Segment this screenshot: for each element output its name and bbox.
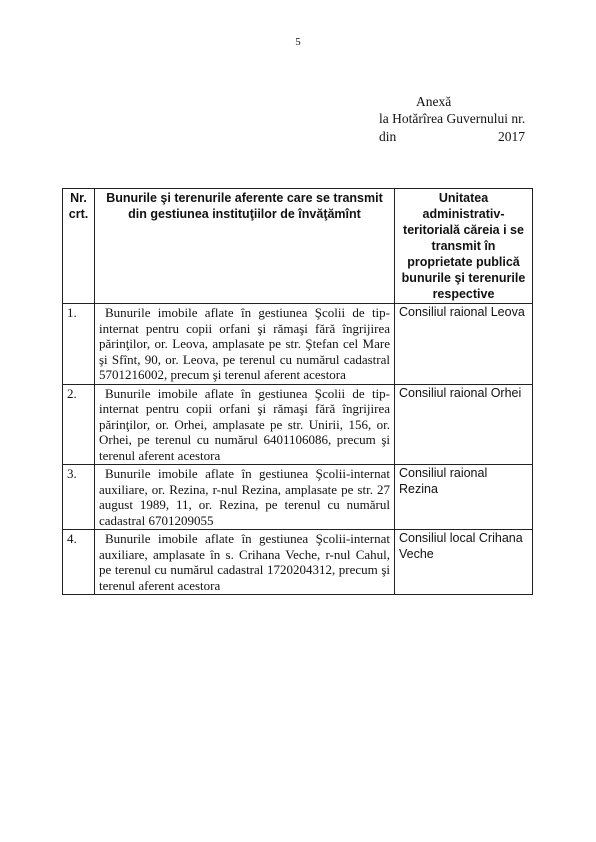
header-goods: Bunurile şi terenurile aferente care se transmit din gestiunea instituţiilor de învăţămînt xyxy=(95,189,395,304)
table-row xyxy=(63,530,533,595)
row-goods: Bunurile imobile aflate în gestiunea Şcolii de tip-internat pentru copii orfani şi rămaşi fără îngrijirea părinţilor, or. Orhei, amplasate pe str. Unirii, 156, or. Orhei, pe terenul cu numărul 6401106086, precum şi terenul aferent acestora xyxy=(95,384,395,465)
page-number: 5 xyxy=(295,36,301,48)
annex-reference: la Hotărîrea Guvernului nr. xyxy=(379,111,526,126)
table-row xyxy=(63,304,533,385)
annex-date-line xyxy=(379,129,525,145)
row-goods: Bunurile imobile aflate în gestiunea Şcolii de tip-internat pentru copii orfani şi rămaşi fără îngrijirea părinţilor, or. Leova, amplasate pe str. Ştefan cel Mare şi Sfînt, 90, or. Leova, pe terenul cu numărul cadastral 5701216002, precum şi terenul aferent acestora xyxy=(95,304,395,385)
annex-title: Anexă xyxy=(416,94,452,109)
table-row xyxy=(63,384,533,465)
annex-table xyxy=(62,188,533,595)
annex-year: 2017 xyxy=(498,129,525,144)
header-nr: Nr. crt. xyxy=(63,189,95,304)
table-row xyxy=(63,465,533,530)
row-number: 4. xyxy=(63,530,95,595)
row-council: Consiliul raional Leova xyxy=(395,304,533,385)
row-number: 3. xyxy=(63,465,95,530)
row-number: 2. xyxy=(63,384,95,465)
row-council: Consiliul local Crihana Veche xyxy=(395,530,533,595)
table-header-row xyxy=(63,189,533,304)
row-council: Consiliul raional Orhei xyxy=(395,384,533,465)
row-goods: Bunurile imobile aflate în gestiunea Şcolii-internat auxiliare, amplasate în s. Crihana Veche, r-nul Cahul, pe terenul cu numărul cadastral 1720204312, precum şi terenul aferent acestora xyxy=(95,530,395,595)
header-council: Unitatea administrativ-teritorială căreia i se transmit în proprietate publică bunurile şi terenurile respective xyxy=(395,189,533,304)
row-council: Consiliul raional Rezina xyxy=(395,465,533,530)
row-number: 1. xyxy=(63,304,95,385)
annex-date-label: din xyxy=(379,129,397,144)
row-goods: Bunurile imobile aflate în gestiunea Şcolii-internat auxiliare, or. Rezina, r-nul Rezina, amplasate pe str. 27 august 1989, 11, or. Rezina, pe terenul cu numărul cadastral 6701209055 xyxy=(95,465,395,530)
